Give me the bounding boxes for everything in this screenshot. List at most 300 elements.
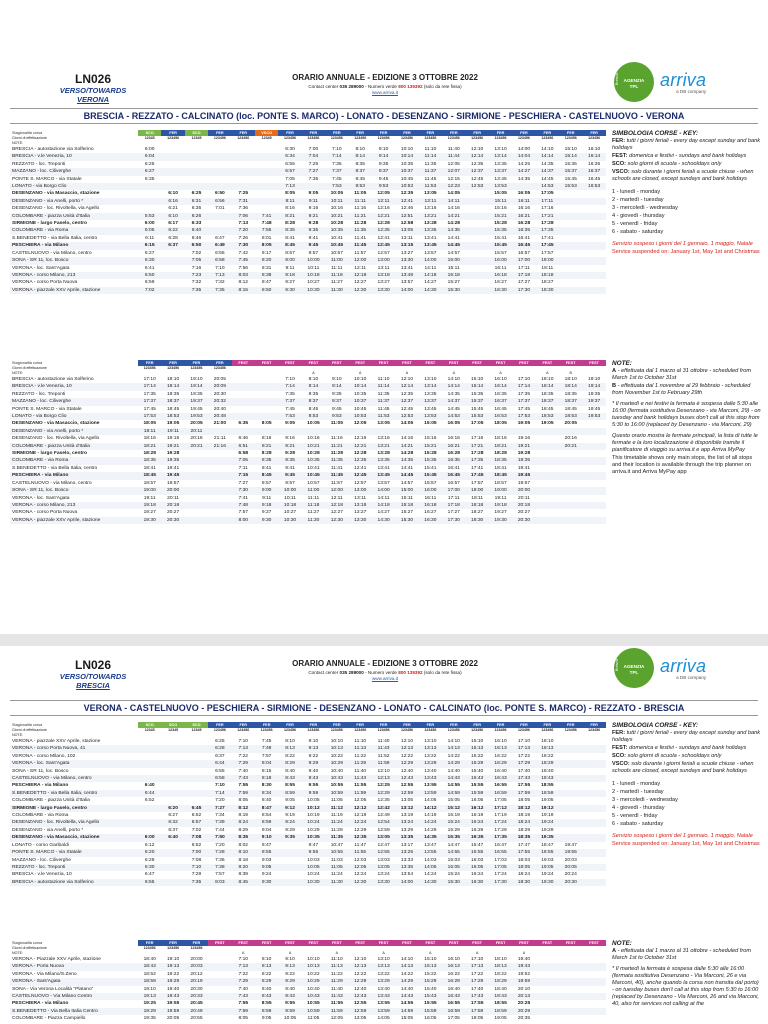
days-label: Giorni di effettuazione — [12, 366, 47, 370]
departure-time: 7:43 — [232, 993, 255, 1000]
departure-time — [232, 391, 255, 398]
departure-time: 12:13 — [372, 775, 395, 782]
departure-time: 6:00 — [144, 147, 155, 152]
departure-time: 8:35 — [232, 834, 255, 841]
departure-time: 10:40 — [330, 768, 343, 774]
agenzia-city: Brescia — [614, 659, 619, 671]
departure-time: 18:14 — [536, 383, 559, 390]
departure-time: 21:11 — [213, 436, 226, 442]
departure-time: 14:05 — [447, 191, 461, 197]
departure-time: 16:41 — [447, 465, 460, 471]
departure-time: 8:01 — [261, 235, 272, 241]
departure-time: 21:00 — [213, 421, 227, 427]
stop-name: PONTE S. MARCO - via Statale — [10, 849, 138, 856]
departure-time: 8:45 — [232, 879, 255, 886]
departure-time: 13:40 — [377, 986, 390, 992]
departure-time: 17:24 — [494, 872, 507, 878]
departure-time: 19:22 — [166, 971, 180, 977]
departure-time: 16:03 — [471, 857, 484, 863]
departure-time — [161, 857, 184, 864]
departure-time: 7:29 — [232, 760, 255, 767]
departure-time: 15:14 — [465, 383, 488, 390]
stop-name: DESENZANO - loc. Rivoltella, via Agello — [12, 436, 100, 442]
departure-time: 8:10 — [232, 849, 255, 856]
departure-time: 7:05 — [285, 176, 295, 182]
service-type-badge: FEST — [489, 940, 512, 946]
green-label: - Numero verde — [365, 670, 397, 675]
departure-time: 6:56 — [208, 198, 231, 205]
departure-time: 7:38 — [208, 864, 231, 871]
departure-time — [138, 812, 161, 819]
departure-time — [419, 428, 442, 435]
departure-time: 9:57 — [308, 250, 319, 256]
departure-time: 12:45 — [471, 176, 484, 182]
departure-time: 7:32 — [215, 280, 225, 286]
page-header — [0, 658, 768, 698]
departure-time — [559, 738, 582, 745]
table-row — [10, 502, 606, 509]
departure-time: 13:55 — [419, 849, 442, 856]
departure-time: 11:35 — [349, 227, 372, 234]
departure-time — [582, 1008, 605, 1015]
departure-time — [582, 265, 605, 272]
departure-time: 19:30 — [489, 517, 512, 524]
departure-time — [138, 819, 161, 826]
departure-time — [161, 790, 184, 797]
note-map-en: This timetable shows only main stops, the list of all stops and their location is available through the trip planner on arriva.it and Arriva MyPay app — [612, 455, 753, 475]
route-title: VERONA - CASTELNUOVO - PESCHIERA - SIRMIONE - DESENZANO - LONATO - CALCINATO (loc. PONTE S. MARCO) - REZZATO - BRESCIA — [10, 700, 758, 716]
key-fer — [612, 730, 762, 744]
departure-time: 6:25 — [215, 739, 225, 744]
departure-time: 19:13 — [138, 993, 161, 1000]
departure-time — [559, 190, 582, 197]
trip-note: A — [546, 371, 549, 375]
operating-days: 123456 — [447, 136, 460, 140]
departure-time: 14:30 — [419, 879, 442, 886]
departure-time: 14:11 — [442, 198, 465, 205]
departure-time: 10:05 — [307, 421, 320, 427]
departure-time: 12:57 — [354, 480, 367, 486]
departure-time: 8:28 — [261, 451, 272, 457]
departure-time — [536, 1015, 559, 1022]
departure-time — [489, 428, 512, 435]
departure-time: 12:07 — [442, 168, 465, 175]
departure-time — [559, 790, 582, 797]
departure-time — [536, 472, 559, 479]
departure-time: 16:35 — [587, 161, 601, 167]
departure-time — [582, 287, 605, 294]
departure-time: 8:02 — [238, 842, 249, 848]
departure-time: 19:57 — [166, 480, 180, 486]
departure-time: 19:55 — [166, 1001, 180, 1007]
departure-time: 17:24 — [489, 819, 512, 826]
departure-time: 19:40 — [166, 986, 180, 992]
departure-time: 9:19 — [285, 813, 295, 819]
departure-time: 19:12 — [536, 805, 559, 812]
departure-time — [582, 760, 605, 767]
departure-time: 8:10 — [355, 147, 365, 152]
departure-time: 16:53 — [582, 183, 605, 190]
departure-time: 13:21 — [419, 213, 442, 220]
departure-time: 14:47 — [447, 842, 460, 848]
key-fer-text: tutti i giorni feriali - every day except sunday and bank holidays — [612, 730, 761, 743]
departure-time: 18:41 — [494, 465, 507, 471]
departure-time: 9:22 — [285, 971, 295, 977]
departure-time: 12:45 — [400, 406, 414, 412]
departure-time — [185, 161, 208, 168]
departure-time: 13:22 — [377, 971, 390, 977]
table-row — [10, 495, 606, 502]
departure-time: 12:41 — [354, 465, 367, 471]
departure-time — [559, 287, 582, 294]
departure-time: 18:19 — [517, 813, 531, 819]
departure-time: 12:37 — [465, 168, 488, 175]
stop-name: PESCHIERA - via Milano — [12, 783, 69, 789]
trip-note: A — [429, 951, 432, 955]
departure-time: 9:45 — [378, 176, 389, 182]
stop-name: LONATO - via Borgo Clio — [10, 183, 138, 190]
table-row — [10, 176, 606, 183]
departure-time: 16:24 — [471, 872, 484, 878]
departure-time: 18:45 — [489, 472, 512, 479]
departure-time — [536, 435, 559, 442]
departure-time: 17:30 — [489, 879, 512, 886]
key-sco-text: solo giorni di scuola - schooldays only — [627, 753, 722, 759]
departure-time: 13:35 — [494, 161, 507, 167]
departure-time: 18:35 — [166, 391, 180, 397]
departure-time: 17:45 — [536, 242, 559, 249]
departure-time: 12:22 — [354, 971, 367, 977]
departure-time: 15:45 — [419, 472, 442, 479]
operating-days: 123456 — [167, 946, 180, 950]
departure-time: 10:00 — [278, 487, 301, 494]
stop-name: CASTELNUOVO - Via Milano Centro — [10, 993, 138, 1000]
departure-time — [185, 797, 208, 804]
departure-time: 10:13 — [325, 745, 348, 752]
departure-time: 16:40 — [494, 768, 507, 774]
departure-time: 19:18 — [138, 502, 161, 509]
departure-time: 12:05 — [447, 161, 460, 167]
departure-time: 13:10 — [377, 957, 390, 962]
departure-time: 10:13 — [302, 963, 325, 970]
departure-time: 17:22 — [471, 971, 484, 977]
departure-time: 15:21 — [489, 213, 512, 220]
departure-time: 9:59 — [302, 790, 325, 797]
departure-time: 19:21 — [512, 443, 535, 450]
stop-name: PONTE S. MARCO - via Statale — [12, 406, 82, 412]
departure-time: 18:57 — [143, 480, 156, 486]
departure-time: 19:19 — [541, 813, 554, 819]
departure-time: 8:05 — [261, 421, 272, 427]
departure-time: 8:18 — [238, 857, 249, 863]
departure-time: 18:05 — [143, 421, 156, 427]
departure-time: 7:01 — [215, 206, 225, 212]
trip-note: A — [499, 371, 502, 375]
departure-time: 19:35 — [143, 1016, 156, 1022]
table-row — [10, 435, 606, 442]
departure-time: 11:13 — [325, 963, 348, 970]
departure-time: 15:29 — [465, 760, 488, 767]
stop-name: PESCHIERA - via Milano — [12, 1001, 69, 1007]
operating-days: 123456 — [330, 136, 343, 140]
departure-time: 8:13 — [255, 963, 278, 970]
departure-time: 7:22 — [238, 971, 249, 977]
departure-time: 16:35 — [512, 227, 535, 234]
departure-time: 15:37 — [465, 398, 488, 405]
departure-time — [208, 176, 231, 183]
departure-time — [325, 428, 348, 435]
departure-time: 14:43 — [395, 993, 418, 1000]
departure-time: 11:28 — [354, 221, 367, 227]
table-row — [10, 963, 606, 970]
departure-time: 8:21 — [278, 213, 301, 220]
departure-time: 12:15 — [447, 176, 460, 182]
departure-time: 12:10 — [400, 739, 414, 744]
departure-time: 9:45 — [302, 242, 325, 249]
stop-name: VERONA - corso Porta Nuova, 41 — [10, 745, 138, 752]
departure-time — [465, 279, 488, 286]
departure-time: 19:21 — [161, 443, 184, 450]
departure-time: 11:40 — [377, 739, 390, 744]
service-type-badge: FER — [138, 360, 161, 366]
departure-time — [465, 235, 488, 242]
departure-time: 9:37 — [372, 168, 395, 175]
departure-time: 12:41 — [395, 198, 418, 205]
departure-time — [185, 176, 208, 183]
departure-time: 6:34 — [278, 153, 301, 160]
departure-time — [278, 849, 301, 856]
departure-time: 6:30 — [138, 257, 161, 264]
departure-time: 7:55 — [238, 1001, 249, 1007]
service-type-badge: FEST — [442, 360, 465, 366]
table-row — [10, 986, 606, 993]
departure-time — [582, 1000, 605, 1007]
operating-days: 123456 — [330, 728, 343, 732]
contact-note: (solo da rete fissa) — [423, 670, 462, 675]
departure-time: 7:55 — [238, 783, 249, 789]
departure-time: 19:00 — [138, 487, 161, 494]
season-label: Stagionalità corsa — [12, 361, 43, 365]
departure-time: 14:59 — [395, 1008, 418, 1015]
table-row — [10, 834, 606, 841]
departure-time: 8:50 — [255, 287, 278, 294]
departure-time: 5:53 — [138, 213, 161, 220]
departure-time: 16:55 — [489, 849, 512, 856]
departure-time — [255, 176, 278, 183]
departure-time — [232, 183, 255, 190]
table-row — [10, 849, 606, 856]
departure-time: 13:41 — [377, 465, 390, 471]
direction-prefix: VERSO/TOWARDS — [59, 86, 127, 95]
departure-time: 16:45 — [587, 176, 601, 182]
departure-time: 12:10 — [377, 768, 390, 774]
departure-time: 9:16 — [308, 206, 319, 212]
departure-time: 15:16 — [494, 206, 507, 212]
departure-time: 20:48 — [208, 413, 231, 420]
service-type-badge: FEST — [325, 360, 348, 366]
departure-time: 18:35 — [489, 457, 512, 464]
departure-time — [208, 971, 231, 978]
departure-time: 9:11 — [285, 265, 295, 271]
departure-time — [255, 183, 278, 190]
departure-time: 17:43 — [465, 993, 488, 1000]
departure-time: 14:41 — [447, 235, 460, 241]
service-type-badge: FEST — [559, 360, 582, 366]
departure-time: 20:25 — [517, 1001, 531, 1007]
service-type-badge: FER — [489, 722, 512, 728]
departure-time: 12:10 — [400, 377, 414, 382]
departure-time — [208, 1015, 231, 1022]
route-title: BRESCIA - REZZATO - CALCINATO (loc. PONTE S. MARCO) - LONATO - DESENZANO - SIRMIONE - PESCHIERA - CASTELNUOVO - VERONA — [10, 108, 758, 124]
departure-time: 15:18 — [442, 272, 465, 279]
departure-time: 7:20 — [215, 842, 225, 848]
departure-time: 19:28 — [517, 451, 531, 457]
departure-time: 18:00 — [465, 487, 488, 494]
departure-time — [559, 502, 582, 509]
trip-note: A — [452, 371, 455, 375]
departure-time: 14:59 — [442, 790, 465, 797]
departure-time: 7:42 — [238, 250, 249, 256]
notes-label: NOTE: — [12, 371, 23, 375]
departure-time — [465, 250, 488, 257]
departure-time: 16:41 — [517, 235, 531, 241]
agenzia-tpl-logo — [614, 62, 654, 102]
departure-time: 12:45 — [372, 242, 395, 249]
departure-time: 17:05 — [541, 191, 554, 197]
departure-time: 8:35 — [355, 161, 365, 167]
departure-time: 10:37 — [349, 398, 372, 405]
departure-time: 14:55 — [447, 783, 461, 789]
service-type-badge: FER — [185, 360, 208, 366]
departure-time — [582, 797, 605, 804]
operating-days: 123456 — [167, 136, 180, 140]
service-type-badge: FER — [161, 130, 184, 136]
departure-time: 14:10 — [447, 377, 460, 382]
table-row — [10, 978, 606, 985]
departure-time: 15:12 — [442, 805, 465, 812]
departure-time: 13:43 — [372, 993, 395, 1000]
departure-time — [255, 413, 278, 420]
departure-time: 14:40 — [400, 986, 414, 992]
key-fer-text: tutti i giorni feriali - every day except sunday and bank holidays — [612, 138, 761, 151]
notes-heading: NOTE: — [612, 360, 632, 367]
departure-time: 17:05 — [447, 1016, 460, 1022]
departure-time: 17:53 — [138, 413, 161, 420]
days-label: Giorni di effettuazione — [12, 728, 47, 732]
note-a-label: A — [612, 948, 617, 954]
departure-time: 13:10 — [494, 147, 507, 152]
departure-time: 9:53 — [372, 183, 395, 190]
departure-time: 10:18 — [302, 272, 325, 279]
service-type-badge: FER — [372, 722, 395, 728]
departure-time: 6:35 — [238, 421, 249, 427]
website-link[interactable]: www.arriva.it — [371, 676, 399, 681]
note-a-text: - effettuata dal 1 marzo al 31 ottobre - scheduled from March 1st to October 31st — [612, 948, 751, 961]
departure-time: 10:21 — [325, 213, 348, 220]
departure-time: 10:35 — [400, 161, 414, 167]
departure-time: 15:10 — [564, 147, 577, 152]
departure-time: 7:34 — [215, 813, 225, 819]
departure-time: 18:59 — [138, 978, 161, 985]
departure-time: 17:11 — [536, 198, 559, 205]
departure-time: 8:47 — [261, 280, 272, 286]
departure-time: 6:21 — [168, 206, 178, 212]
service-type-badge: FEST — [465, 940, 488, 946]
departure-time: 6:10 — [168, 191, 178, 197]
departure-time — [208, 161, 231, 168]
departure-time: 17:00 — [442, 487, 465, 494]
departure-time: 14:12 — [419, 805, 442, 812]
departure-time: 15:00 — [395, 487, 418, 494]
departure-time — [559, 227, 582, 234]
departure-time: 14:27 — [512, 168, 535, 175]
departure-time: 18:13 — [536, 745, 559, 752]
website-link[interactable]: www.arriva.it — [371, 90, 399, 95]
departure-time: 9:30 — [278, 287, 301, 294]
stop-name: CASTELNUOVO - via Milano, centro — [12, 480, 92, 486]
departure-time — [185, 782, 208, 789]
departure-time: 12:30 — [349, 287, 372, 294]
departure-time: 18:21 — [138, 443, 161, 450]
operating-days: 12345 — [191, 728, 202, 732]
departure-time — [185, 738, 208, 745]
departure-time: 16:16 — [517, 206, 531, 212]
departure-time: 12:43 — [349, 993, 372, 1000]
departure-time — [582, 420, 605, 427]
table-row — [10, 168, 606, 175]
departure-time: 12:35 — [349, 457, 372, 464]
departure-time — [161, 745, 184, 752]
departure-time: 13:30 — [372, 287, 395, 294]
departure-time: 15:14 — [559, 153, 582, 160]
departure-time: 6:31 — [185, 198, 208, 205]
departure-time: 7:25 — [238, 191, 249, 197]
departure-time: 6:30 — [285, 147, 295, 152]
departure-time — [536, 502, 559, 509]
day-legend — [612, 781, 762, 828]
departure-time: 14:35 — [541, 161, 554, 167]
departure-time: 11:45 — [424, 176, 437, 182]
departure-time — [138, 827, 161, 834]
departure-time: 15:35 — [564, 161, 577, 167]
departure-time: 18:41 — [143, 465, 156, 471]
departure-time: 13:11 — [377, 265, 390, 271]
departure-time: 6:00 — [138, 834, 161, 841]
departure-time — [582, 220, 605, 227]
service-type-badge: FEST — [582, 360, 605, 366]
service-type-badge: FEST — [372, 940, 395, 946]
service-type-badge: FEST — [278, 360, 301, 366]
departure-time: 9:28 — [308, 221, 319, 227]
departure-time: 17:41 — [541, 235, 554, 241]
departure-time: 12:13 — [349, 963, 372, 970]
departure-time: 7:20 — [232, 227, 255, 234]
table-row — [10, 487, 606, 494]
departure-time: 19:03 — [541, 857, 554, 863]
departure-time: 11:18 — [325, 272, 348, 279]
departure-time — [582, 768, 605, 775]
service-type-badge: FER — [465, 722, 488, 728]
departure-time: 16:30 — [489, 287, 512, 294]
departure-time: 11:05 — [354, 191, 367, 197]
green-number: 800 139392 — [398, 84, 423, 89]
departure-time: 8:13 — [278, 745, 301, 752]
departure-time — [559, 1015, 582, 1022]
departure-time: 16:10 — [494, 377, 507, 382]
departure-time: 12:49 — [377, 813, 390, 819]
departure-time: 13:05 — [400, 798, 414, 804]
departure-time: 12:35 — [400, 391, 414, 397]
